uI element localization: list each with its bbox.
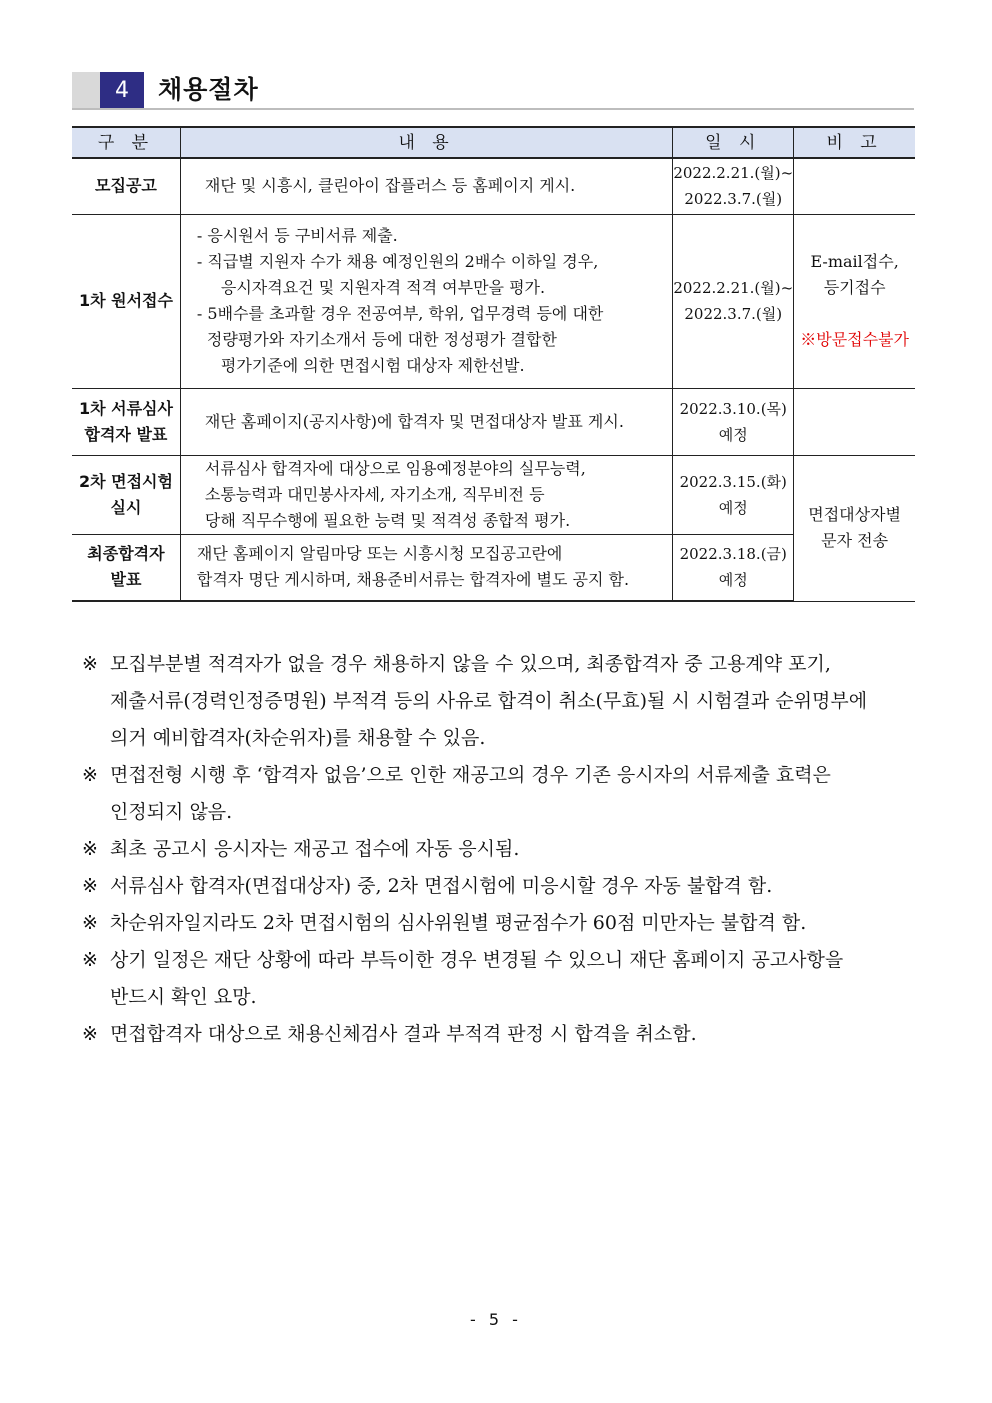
list-item: ※ 차순위자일지라도 2차 면접시험의 심사위원별 평균점수가 60점 미만자는 불합격 함. xyxy=(82,905,927,942)
table-row xyxy=(72,158,915,214)
header-category: 구 분 xyxy=(72,127,180,158)
row-content: 재단 홈페이지(공지사항)에 합격자 및 면접대상자 발표 게시. xyxy=(180,388,672,455)
row-content: 재단 홈페이지 알림마당 또는 시흥시청 모집공고란에 합격자 명단 게시하며, 채용준비서류는 합격자에 별도 공지 함. xyxy=(180,534,672,601)
row-category: 2차 면접시험 실시 xyxy=(72,455,180,534)
list-item: ※ 상기 일정은 재단 상황에 따라 부득이한 경우 변경될 수 있으니 재단 홈페이지 공고사항을 반드시 확인 요망. xyxy=(82,942,927,1016)
table-row xyxy=(72,214,915,388)
note-mark: ※ xyxy=(82,764,98,786)
row-category: 최종합격자 발표 xyxy=(72,534,180,601)
section-title: 채용절차 xyxy=(158,75,259,104)
list-item: ※ 모집부분별 적격자가 없을 경우 채용하지 않을 수 있으며, 최종합격자 중 고용계약 포기, 제출서류(경력인정증명원) 부적격 등의 사유로 합격이 취소(무효)될 시 시험결과 순위명부에 의거 예비합격자(차순위자)를 채용할 수 있음. xyxy=(82,646,927,757)
recruitment-procedure-table xyxy=(72,126,915,602)
section-header xyxy=(72,72,914,110)
note-mark: ※ xyxy=(82,838,98,860)
row-date: 2022.3.15.(화) 예정 xyxy=(673,455,794,534)
table-row xyxy=(72,455,915,534)
section-number: 4 xyxy=(100,72,144,108)
list-item: ※ 최초 공고시 응시자는 재공고 접수에 자동 응시됨. xyxy=(82,831,927,868)
table-header-row xyxy=(72,127,915,158)
row-date: 2022.3.10.(목) 예정 xyxy=(673,388,794,455)
row-date: 2022.2.21.(월)~ 2022.3.7.(월) xyxy=(673,158,794,214)
row-date: 2022.2.21.(월)~ 2022.3.7.(월) xyxy=(673,214,794,388)
row-content: 서류심사 합격자에 대상으로 임용예정분야의 실무능력, 소통능력과 대민봉사자세, 자기소개, 직무비전 등 당해 직무수행에 필요한 능력 및 적격성 종합적 평가. xyxy=(180,455,672,534)
page-number: - 5 - xyxy=(470,1310,522,1329)
list-item: ※ 면접합격자 대상으로 채용신체검사 결과 부적격 판정 시 합격을 취소함. xyxy=(82,1016,927,1053)
table-row xyxy=(72,534,915,601)
note-mark: ※ xyxy=(82,912,98,934)
note-mark: ※ xyxy=(82,875,98,897)
section-number-shade xyxy=(72,72,102,108)
row-note: 면접대상자별 문자 전송 xyxy=(794,455,915,601)
row-note: E-mail접수, 등기접수 ※방문접수불가 xyxy=(794,214,915,388)
note-mark: ※ xyxy=(82,1023,98,1045)
header-note: 비 고 xyxy=(794,127,915,158)
header-date: 일 시 xyxy=(673,127,794,158)
list-item: ※ 면접전형 시행 후 ‘합격자 없음’으로 인한 재공고의 경우 기존 응시자의 서류제출 효력은 인정되지 않음. xyxy=(82,757,927,831)
table-row xyxy=(72,388,915,455)
list-item: ※ 서류심사 합격자(면접대상자) 중, 2차 면접시험에 미응시할 경우 자동 불합격 함. xyxy=(82,868,927,905)
row-note xyxy=(794,388,915,455)
header-content: 내 용 xyxy=(180,127,672,158)
notes-list xyxy=(82,646,927,1053)
row-category: 1차 원서접수 xyxy=(72,214,180,388)
row-content: - 응시원서 등 구비서류 제출. - 직급별 지원자 수가 채용 예정인원의 2배수 이하일 경우, 응시자격요건 및 지원자격 적격 여부만을 평가. - 5배수를 초과할 경우 전공여부, 학위, 업무경력 등에 대한 정량평가와 자기소개서 등에 대한 정성평가 결합한 평가기준에 의한 면접시험 대상자 제한선발. xyxy=(180,214,672,388)
visit-not-allowed-note: ※방문접수불가 xyxy=(800,330,909,349)
row-date: 2022.3.18.(금) 예정 xyxy=(673,534,794,601)
section-divider xyxy=(72,108,914,110)
row-category: 모집공고 xyxy=(72,158,180,214)
row-content: 재단 및 시흥시, 클린아이 잡플러스 등 홈페이지 게시. xyxy=(180,158,672,214)
row-category: 1차 서류심사 합격자 발표 xyxy=(72,388,180,455)
note-mark: ※ xyxy=(82,949,98,971)
row-note xyxy=(794,158,915,214)
note-mark: ※ xyxy=(82,653,98,675)
